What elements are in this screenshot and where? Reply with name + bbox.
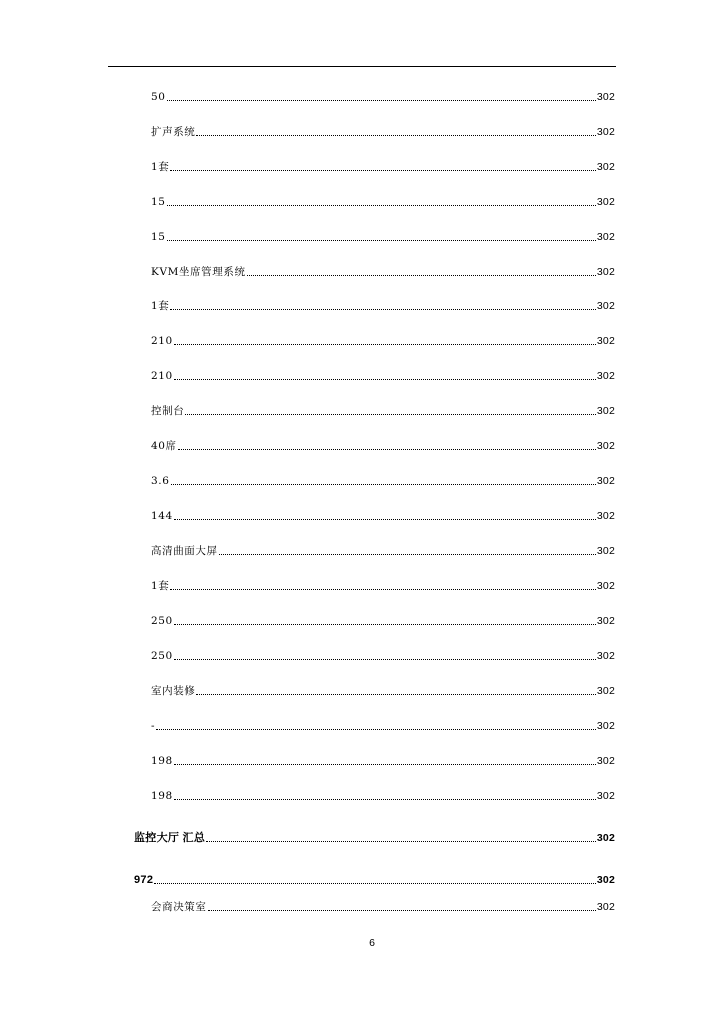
toc-dot-leader (185, 414, 596, 415)
toc-entry-title: 250 (151, 650, 173, 662)
toc-entry[interactable] (151, 227, 615, 243)
toc-entry-page: 302 (596, 405, 615, 417)
toc-dot-leader (174, 519, 596, 520)
toc-dot-leader (206, 841, 596, 842)
toc-entry[interactable] (151, 192, 615, 208)
toc-entry[interactable] (151, 786, 615, 802)
toc-dot-leader (174, 624, 596, 625)
toc-dot-leader (196, 694, 595, 695)
toc-entry-page: 302 (596, 832, 615, 844)
toc-entry-page: 302 (596, 335, 615, 347)
toc-entry-title: KVM坐席管理系统 (151, 266, 246, 278)
toc-dot-leader (154, 883, 596, 884)
toc-dot-leader (171, 484, 596, 485)
toc-entry[interactable] (151, 506, 615, 522)
toc-dot-leader (247, 275, 596, 276)
toc-entry-page: 302 (596, 545, 615, 557)
toc-dot-leader (167, 240, 596, 241)
toc-entry-page: 302 (596, 91, 615, 103)
toc-entry[interactable] (151, 576, 615, 592)
toc-entry-title: 972 (134, 874, 154, 886)
toc-entry-title: 250 (151, 615, 173, 627)
toc-entry[interactable] (151, 366, 615, 382)
toc-dot-leader (178, 449, 596, 450)
toc-dot-leader (167, 100, 596, 101)
toc-section-entry[interactable] (134, 828, 615, 844)
toc-dot-leader (219, 554, 596, 555)
toc-entry-page: 302 (596, 874, 615, 886)
toc-entry-title: 50 (151, 91, 166, 103)
toc-entry-title: 1套 (151, 580, 170, 592)
toc-entry-page: 302 (596, 231, 615, 243)
toc-entry-page: 302 (596, 440, 615, 452)
toc-entry-page: 302 (596, 370, 615, 382)
toc-entry[interactable] (151, 331, 615, 347)
toc-entry-title: 1套 (151, 161, 170, 173)
toc-entry-title: 15 (151, 196, 166, 208)
toc-entry-page: 302 (596, 161, 615, 173)
toc-entry-title: 1套 (151, 300, 170, 312)
toc-dot-leader (174, 379, 596, 380)
toc-entry-page: 302 (596, 901, 615, 913)
toc-entry[interactable] (151, 122, 615, 138)
toc-entry-page: 302 (596, 685, 615, 697)
toc-entry-page: 302 (596, 510, 615, 522)
toc-entry-title: 高清曲面大屏 (151, 545, 218, 557)
toc-entry[interactable] (151, 157, 615, 173)
toc-dot-leader (196, 135, 595, 136)
toc-entry-page: 302 (596, 790, 615, 802)
toc-section-entry[interactable] (134, 870, 615, 886)
toc-entry-page: 302 (596, 475, 615, 487)
toc-dot-leader (174, 764, 596, 765)
toc-entry-title: 198 (151, 755, 173, 767)
toc-entry[interactable] (151, 681, 615, 697)
toc-entry-page: 302 (596, 196, 615, 208)
toc-entry-title: 会商决策室 (151, 901, 207, 913)
toc-entry-title: 监控大厅 汇总 (134, 832, 206, 844)
toc-entry[interactable] (151, 296, 615, 312)
toc-entry-page: 302 (596, 300, 615, 312)
toc-entry-page: 302 (596, 580, 615, 592)
page-number: 6 (369, 937, 375, 949)
toc-entry-page: 302 (596, 126, 615, 138)
toc-dot-leader (156, 729, 596, 730)
toc-entry[interactable] (151, 751, 615, 767)
toc-entry[interactable] (151, 646, 615, 662)
toc-entry-title: 3.6 (151, 475, 170, 487)
toc-entry-title: - (151, 720, 156, 732)
toc-entry[interactable] (151, 611, 615, 627)
toc-entry[interactable] (151, 897, 615, 913)
toc-dot-leader (174, 344, 596, 345)
toc-entry-title: 144 (151, 510, 173, 522)
toc-entry-page: 302 (596, 755, 615, 767)
toc-entry-title: 198 (151, 790, 173, 802)
toc-entry-page: 302 (596, 650, 615, 662)
toc-dot-leader (170, 170, 595, 171)
toc-entry[interactable] (151, 541, 615, 557)
toc-entry[interactable] (151, 87, 615, 103)
toc-entry-title: 210 (151, 335, 173, 347)
toc-entry[interactable] (151, 471, 615, 487)
toc-entry[interactable] (151, 262, 615, 278)
toc-entry-page: 302 (596, 266, 615, 278)
toc-entry[interactable] (151, 401, 615, 417)
toc-dot-leader (174, 659, 596, 660)
toc-entry-title: 40席 (151, 440, 177, 452)
toc-dot-leader (170, 589, 595, 590)
toc-entry[interactable] (151, 716, 615, 732)
toc-entry-title: 扩声系统 (151, 126, 196, 138)
toc-entry-page: 302 (596, 615, 615, 627)
toc-entry-title: 210 (151, 370, 173, 382)
toc-entry-title: 室内装修 (151, 685, 196, 697)
toc-entry-page: 302 (596, 720, 615, 732)
toc-entry[interactable] (151, 436, 615, 452)
toc-dot-leader (170, 309, 595, 310)
toc-dot-leader (174, 799, 596, 800)
toc-dot-leader (167, 205, 596, 206)
toc-dot-leader (208, 910, 596, 911)
toc-entry-title: 控制台 (151, 405, 185, 417)
toc-entry-title: 15 (151, 231, 166, 243)
